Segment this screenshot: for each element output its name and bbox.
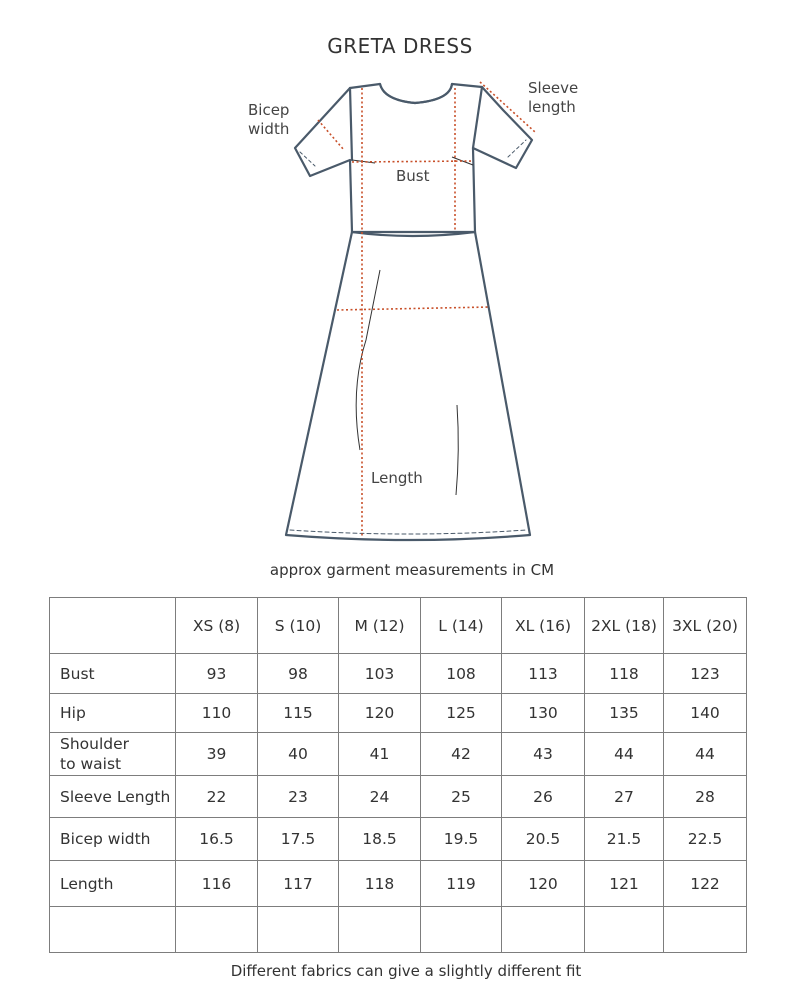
fabric-drape-lines [352,157,473,495]
measurement-label: Bicep width [50,818,176,861]
sleeve-length-label [528,79,598,117]
measurement-value: 21.5 [585,818,664,861]
measurement-value: 19.5 [421,818,502,861]
table-row [50,654,747,694]
table-header-row [50,598,747,654]
measurement-value: 41 [339,733,421,776]
measurement-value: 28 [664,776,747,818]
measurement-value: 42 [421,733,502,776]
bust-label: Bust [396,167,430,185]
measurement-value: 98 [258,654,339,694]
measurement-label: Sleeve Length [50,776,176,818]
measurement-value: 40 [258,733,339,776]
empty-cell [176,907,258,953]
size-header: XL (16) [502,598,585,654]
measurement-value: 119 [421,861,502,907]
measurement-value: 27 [585,776,664,818]
size-header: XS (8) [176,598,258,654]
measurement-value: 113 [502,654,585,694]
measurement-value: 43 [502,733,585,776]
sleeve-length-label-line1: Sleeve [528,79,579,97]
size-header: 3XL (20) [664,598,747,654]
measurement-lines [318,82,535,538]
empty-cell [258,907,339,953]
measurement-value: 20.5 [502,818,585,861]
measurement-value: 18.5 [339,818,421,861]
measurement-value: 16.5 [176,818,258,861]
measurements-note: approx garment measurements in CM [269,561,555,579]
measurement-value: 24 [339,776,421,818]
measurement-value: 117 [258,861,339,907]
measurement-value: 26 [502,776,585,818]
measurement-value: 17.5 [258,818,339,861]
measurement-value: 23 [258,776,339,818]
measurement-label: Shoulder to waist [50,733,176,776]
empty-cell [664,907,747,953]
table-row [50,818,747,861]
measurement-value: 118 [339,861,421,907]
empty-cell [502,907,585,953]
size-header: 2XL (18) [585,598,664,654]
measurement-value: 121 [585,861,664,907]
empty-cell [339,907,421,953]
measurement-value: 125 [421,694,502,733]
table-row [50,861,747,907]
bicep-width-label-line2: width [248,120,290,138]
measurement-value: 108 [421,654,502,694]
table-row [50,733,747,776]
measurement-value: 118 [585,654,664,694]
measurement-value: 116 [176,861,258,907]
measurement-value: 22.5 [664,818,747,861]
fit-disclaimer: Different fabrics can give a slightly different fit [230,962,582,980]
measurement-value: 115 [258,694,339,733]
bicep-width-label [248,101,308,139]
size-header: L (14) [421,598,502,654]
measurement-value: 140 [664,694,747,733]
empty-cell [421,907,502,953]
empty-table-row [50,907,747,953]
length-label: Length [371,469,423,487]
measurement-value: 93 [176,654,258,694]
measurement-value: 25 [421,776,502,818]
size-header: S (10) [258,598,339,654]
empty-cell [50,907,176,953]
table-row [50,694,747,733]
measurement-value: 44 [585,733,664,776]
size-header: M (12) [339,598,421,654]
measurement-label: Hip [50,694,176,733]
measurement-value: 120 [502,861,585,907]
measurement-value: 22 [176,776,258,818]
measurement-value: 135 [585,694,664,733]
measurement-label: Bust [50,654,176,694]
measurement-value: 44 [664,733,747,776]
measurement-value: 123 [664,654,747,694]
measurement-value: 39 [176,733,258,776]
table-row [50,776,747,818]
measurement-label: Length [50,861,176,907]
measurement-value: 103 [339,654,421,694]
page-title: GRETA DRESS [327,34,473,58]
measurement-value: 120 [339,694,421,733]
bicep-width-label-line1: Bicep [248,101,290,119]
header-corner-cell [50,598,176,654]
measurement-value: 130 [502,694,585,733]
size-chart-table [49,597,747,953]
empty-cell [585,907,664,953]
measurement-value: 110 [176,694,258,733]
sleeve-length-label-line2: length [528,98,576,116]
measurement-value: 122 [664,861,747,907]
